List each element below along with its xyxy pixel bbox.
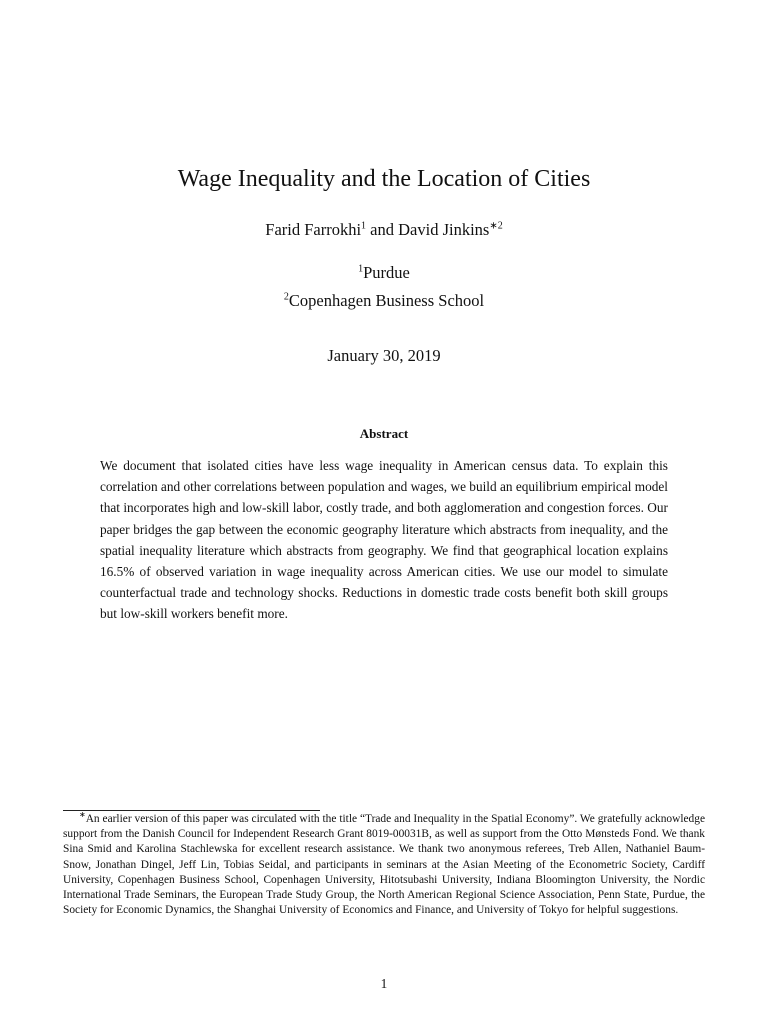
author-line [0, 219, 768, 241]
paper-title: Wage Inequality and the Location of Cities [177, 166, 591, 192]
abstract-heading: Abstract [359, 426, 409, 441]
affiliation-1-mark: 1 [358, 263, 364, 275]
footnote [63, 812, 705, 918]
author-connector: and [366, 220, 399, 239]
abstract-text: We document that isolated cities have less wage inequality in American census data. To explain this correlation and other correlations between population and wages, we build an equilibrium empirical model that incorporates high and low-skill labor, costly trade, and both agglomeration and congestion forces. Our paper bridges the gap between the economic geography literature which abstracts from inequality, and the spatial inequality literature which abstracts from geography. We find that geographical location explains 16.5% of observed variation in wage inequality across American cities. We use our model to simulate counterfactual trade and technology shocks. Reductions in domestic trade costs benefit both skill groups but low-skill workers benefit more. [100, 458, 668, 622]
author-2-mark: ∗2 [489, 220, 503, 232]
author-1-mark: 1 [361, 220, 367, 232]
author-2-name: David Jinkins [398, 220, 490, 239]
affiliation-2-name: Copenhagen Business School [288, 291, 485, 310]
author-1-name: Farid Farrokhi [265, 220, 362, 239]
affiliation-2-mark: 2 [283, 291, 289, 303]
footnote-text: An earlier version of this paper was circulated with the title “Trade and Inequality in the Spatial Economy”. We gratefully acknowledge support from the Danish Council for Independent Research Grant 8019-00031B, as well as support from the Otto Mønsteds Fond. We thank Sina Smid and Karolina Stachlewska for excellent research assistance. We thank two anonymous referees, Treb Allen, Nathaniel Baum-Snow, Jonathan Dingel, Jeff Lin, Tobias Seidal, and participants in seminars at the Asian Meeting of the Econometric Society, Cardiff University, Copenhagen Business School, Copenhagen University, Hitotsubashi University, Indiana Bloomington University, the Nordic International Trade Seminars, the European Trade Study Group, the North American Regional Science Association, Penn State, Purdue, the Society for Economic Dynamics, the Shanghai University of Economics and Finance, and University of Tokyo for helpful suggestions. [63, 813, 705, 917]
affiliation-1 [0, 262, 768, 284]
footnote-mark: ∗ [79, 810, 86, 820]
paper-date: January 30, 2019 [327, 346, 441, 365]
affiliation-2 [0, 290, 768, 312]
page-number: 1 [380, 976, 388, 991]
footnote-divider [63, 810, 320, 811]
affiliation-1-name: Purdue [363, 263, 410, 282]
